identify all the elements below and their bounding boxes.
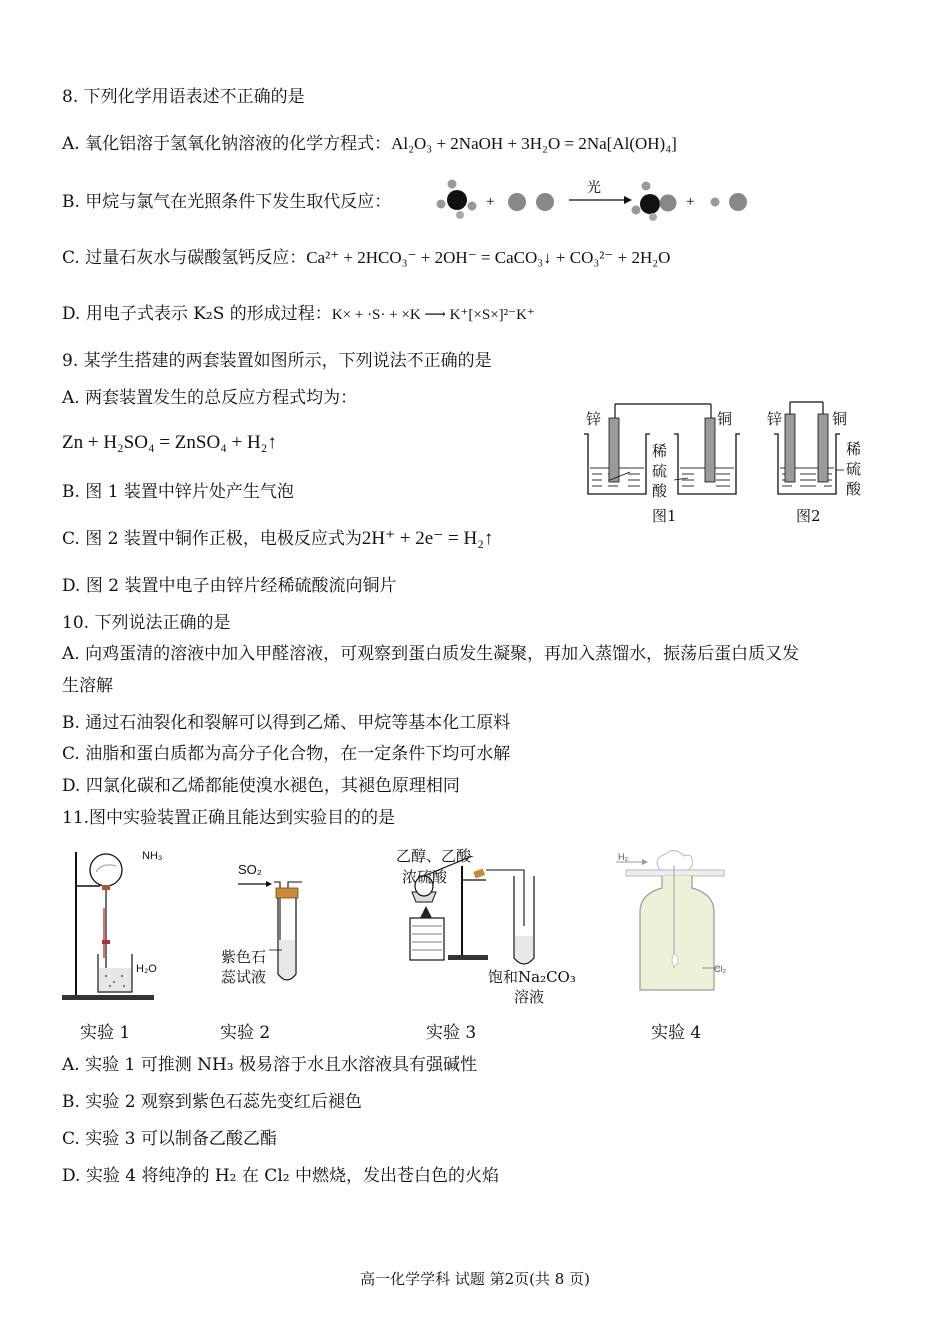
fig1-acid-label-2: 硫 [652,462,668,480]
q9-c-text: C. 图 2 装置中铜作正极，电极反应式为 [62,529,362,549]
exp4-cl2-label: Cl₂ [714,964,726,974]
q8-d-text: D. 用电子式表示 K₂S 的形成过程： [62,304,332,324]
exp3-saturated-label-2: 溶液 [514,988,545,1006]
q8-option-d [62,303,535,326]
experiment-4-h2-burning-apparatus [612,848,742,998]
q9-option-c [62,528,493,550]
methane-chlorine-reaction-diagram [432,172,762,222]
q9-b-text: B. 图 1 装置中锌片处产生气泡 [62,482,294,502]
q10-d-text: D. 四氯化碳和乙烯都能使溴水褪色，其褪色原理相同 [62,776,460,796]
exp3-reagents-label-1: 乙醇、乙酸 [396,847,472,865]
q10-a-line2: 生溶解 [62,676,113,696]
fig2-zinc-label: 锌 [767,410,783,428]
fig2-acid-label-2: 硫 [846,460,862,478]
q10-c-text: C. 油脂和蛋白质都为高分子化合物，在一定条件下均可水解 [62,744,511,764]
q10-b-text: B. 通过石油裂化和裂解可以得到乙烯、甲烷等基本化工原料 [62,713,511,733]
svg-text:+: + [486,194,495,210]
fig2-copper-label: 铜 [832,410,848,428]
q9-a-text: A. 两套装置发生的总反应方程式均为： [62,388,358,408]
q8-option-c [62,247,670,269]
q11-b-text: B. 实验 2 观察到紫色石蕊先变红后褪色 [62,1092,362,1112]
exp2-so2-label: SO₂ [238,862,262,877]
fig1-caption: 图1 [652,507,677,525]
exp2-caption: 实验 2 [220,1023,271,1043]
exp4-h2-label: H₂ [618,852,628,862]
page-footer: 高一化学学科 试题 第2页(共 8 页) [360,1270,590,1288]
q8-stem: 8. 下列化学用语表述不正确的是 [62,87,305,107]
experiment-1-fountain-apparatus [58,848,168,1008]
q10-a-line1: A. 向鸡蛋清的溶液中加入甲醛溶液，可观察到蛋白质发生凝聚，再加入蒸馏水，振荡后蛋白质又发 [62,644,800,664]
fig2-acid-label-1: 稀 [846,440,862,458]
fig1-copper-label: 铜 [717,410,733,428]
light-condition-label: 光 [587,180,601,196]
exp1-nh3-label: NH₃ [142,850,163,862]
fig1-acid-label-1: 稀 [652,442,668,460]
q9-d-text: D. 图 2 装置中电子由锌片经稀硫酸流向铜片 [62,576,397,596]
q8-option-b [62,191,391,213]
q11-a-text: A. 实验 1 可推测 NH₃ 极易溶于水且水溶液具有强碱性 [62,1055,478,1075]
q11-d-text: D. 实验 4 将纯净的 H₂ 在 Cl₂ 中燃烧，发出苍白色的火焰 [62,1166,499,1186]
q11-stem: 11.图中实验装置正确且能达到实验目的的是 [62,808,396,828]
q8-d-equation: K× + ·S· + ×K ⟶ K⁺[×S×]²⁻K⁺ [331,307,535,323]
q9-stem: 9. 某学生搭建的两套装置如图所示，下列说法不正确的是 [62,351,492,371]
q8-c-text: C. 过量石灰水与碳酸氢钙反应： [62,248,307,268]
fig1-zinc-label: 锌 [586,410,602,428]
q8-option-a [62,133,677,155]
exp1-h2o-label: H₂O [136,963,157,975]
q9-a-equation: Zn + H₂SO₄ = ZnSO₄ + H₂↑ [62,432,277,453]
q9-c-equation: 2H⁺ + 2e⁻ = H₂↑ [361,528,494,549]
fig1-acid-label-3: 酸 [652,482,668,500]
exp2-litmus-label-1: 紫色石 [221,948,267,966]
q8-c-equation: Ca²⁺ + 2HCO₃⁻ + 2OH⁻ = CaCO₃↓ + CO₃²⁻ + 2H₂O [306,248,671,267]
fig2-caption: 图2 [796,507,821,525]
q8-a-text: A. 氧化铝溶于氢氧化钠溶液的化学方程式： [62,134,392,154]
exp1-caption: 实验 1 [80,1023,131,1043]
q8-b-text: B. 甲烷与氯气在光照条件下发生取代反应： [62,192,392,212]
fig2-acid-label-3: 酸 [846,480,862,498]
svg-text:+: + [686,194,695,210]
exp2-litmus-label-2: 蕊试液 [221,968,267,986]
exp3-saturated-label-1: 饱和Na₂CO₃ [488,968,576,986]
exp3-caption: 实验 3 [426,1023,477,1043]
q8-a-equation: Al₂O₃ + 2NaOH + 3H₂O = 2Na[Al(OH)₄] [391,134,677,153]
exp3-reagents-label-2: 浓硫酸 [402,868,448,886]
q11-c-text: C. 实验 3 可以制备乙酸乙酯 [62,1129,277,1149]
q10-stem: 10. 下列说法正确的是 [62,613,231,633]
exp4-caption: 实验 4 [651,1023,702,1043]
